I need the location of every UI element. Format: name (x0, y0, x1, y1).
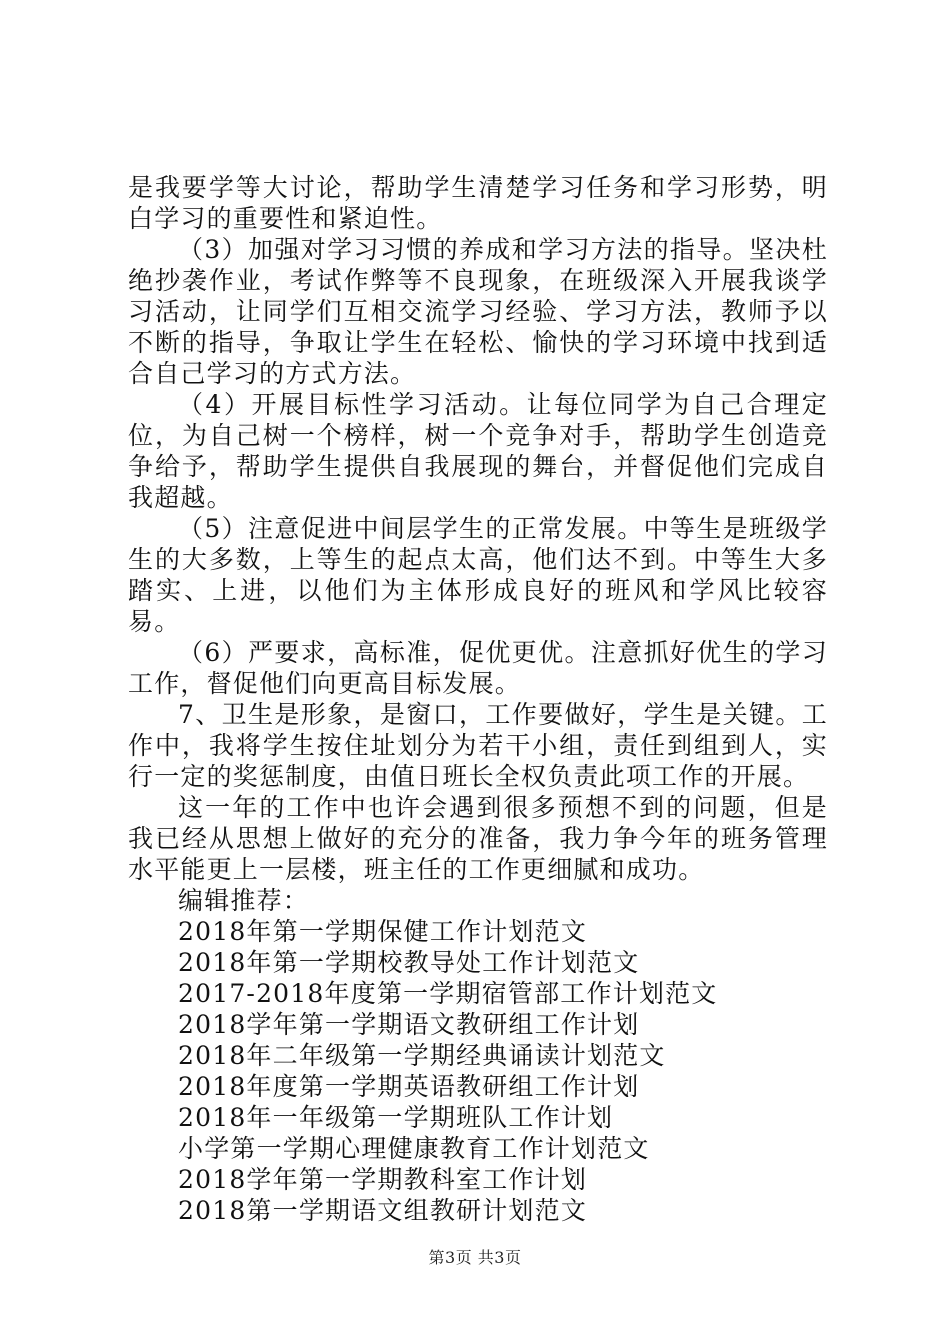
paragraph-item-5: （5）注意促进中间层学生的正常发展。中等生是班级学生的大多数，上等生的起点太高，他们达不到。中等生大多踏实、上进，以他们为主体形成良好的班风和学风比较容易。 (128, 514, 828, 636)
recommend-list (128, 916, 828, 1226)
recommend-title: 编辑推荐： (178, 886, 310, 915)
paragraph-item-4: （4）开展目标性学习活动。让每位同学为自己合理定位，为自己树一个榜样，树一个竞争对手，帮助学生创造竞争给予，帮助学生提供自我展现的舞台，并督促他们完成自我超越。 (128, 390, 828, 512)
recommend-link[interactable]: 2018第一学期语文组教研计划范文 (178, 1196, 588, 1225)
recommend-link[interactable]: 2018学年第一学期语文教研组工作计划 (178, 1010, 640, 1039)
paragraph-item-6: （6）严要求，高标准，促优更优。注意抓好优生的学习工作，督促他们向更高目标发展。 (128, 638, 828, 698)
recommend-link[interactable]: 小学第一学期心理健康教育工作计划范文 (178, 1134, 650, 1163)
paragraph-item-7-hygiene: 7、卫生是形象，是窗口，工作要做好，学生是关键。工作中，我将学生按住址划分为若干小组，责任到组到人，实行一定的奖惩制度，由值日班长全权负责此项工作的开展。 (128, 700, 828, 791)
recommend-link[interactable]: 2018学年第一学期教科室工作计划 (178, 1165, 588, 1194)
recommend-link[interactable]: 2018年第一学期校教导处工作计划范文 (178, 948, 640, 977)
recommend-link[interactable]: 2018年一年级第一学期班队工作计划 (178, 1103, 614, 1132)
recommend-link[interactable]: 2018年二年级第一学期经典诵读计划范文 (178, 1041, 666, 1070)
recommend-link[interactable]: 2017-2018年度第一学期宿管部工作计划范文 (178, 979, 718, 1008)
page-footer: 第3页 共3页 (428, 1248, 522, 1267)
recommend-link[interactable]: 2018年第一学期保健工作计划范文 (178, 917, 588, 946)
document-body (128, 172, 828, 1226)
paragraph-continuation: 是我要学等大讨论，帮助学生清楚学习任务和学习形势，明白学习的重要性和紧迫性。 (128, 173, 828, 233)
recommend-link[interactable]: 2018年度第一学期英语教研组工作计划 (178, 1072, 640, 1101)
paragraph-item-3: （3）加强对学习习惯的养成和学习方法的指导。坚决杜绝抄袭作业，考试作弊等不良现象，在班级深入开展我谈学习活动，让同学们互相交流学习经验、学习方法，教师予以不断的指导，争取让学生在轻松、愉快的学习环境中找到适合自己学习的方式方法。 (128, 235, 828, 388)
paragraph-closing: 这一年的工作中也许会遇到很多预想不到的问题，但是我已经从思想上做好的充分的准备，我力争今年的班务管理水平能更上一层楼，班主任的工作更细腻和成功。 (128, 793, 828, 884)
